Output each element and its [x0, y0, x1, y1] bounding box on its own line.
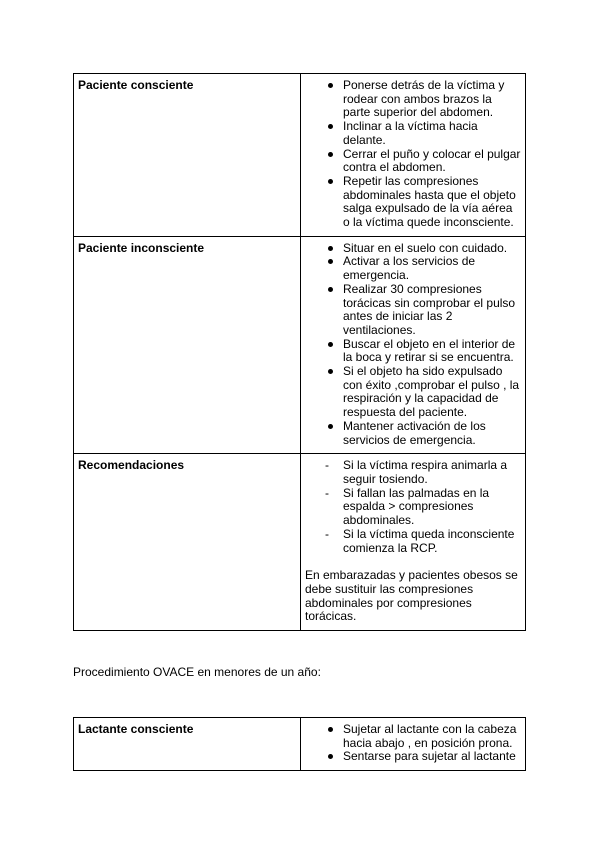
ovace-infant-table: [73, 717, 526, 771]
list-item: Situar en el suelo con cuidado.: [343, 242, 521, 256]
list-item: Realizar 30 compresiones torácicas sin comprobar el pulso antes de iniciar las 2 ventilaciones.: [343, 283, 521, 338]
ovace-adult-table: [73, 73, 526, 631]
row-label-paciente-consciente: Paciente consciente: [74, 74, 301, 237]
row-content: [301, 236, 526, 454]
table-row: [74, 74, 526, 237]
row-label-paciente-inconsciente: Paciente inconsciente: [74, 236, 301, 454]
list-item: Ponerse detrás de la víctima y rodear con ambos brazos la parte superior del abdomen.: [343, 79, 521, 120]
recommendation-note: En embarazadas y pacientes obesos se debe sustituir las compresiones abdominales por compresiones torácicas.: [305, 568, 518, 624]
section-intro: Procedimiento OVACE en menores de un año:: [73, 665, 321, 679]
bullet-list: [305, 723, 521, 764]
table-row: [74, 718, 526, 771]
row-label-recomendaciones: Recomendaciones: [74, 454, 301, 631]
list-item: - Si fallan las palmadas en la espalda > compresiones abdominales.: [343, 487, 521, 528]
table-row: [74, 236, 526, 454]
list-item: Inclinar a la víctima hacia delante.: [343, 120, 521, 147]
bullet-list: [305, 242, 521, 448]
list-item: Repetir las compresiones abdominales hasta que el objeto salga expulsado de la vía aérea o la víctima quede inconsciente.: [343, 175, 521, 230]
bullet-list: [305, 79, 521, 230]
row-content: [301, 454, 526, 631]
list-item: Mantener activación de los servicios de emergencia.: [343, 420, 521, 447]
table-row: [74, 454, 526, 631]
row-content: [301, 718, 526, 771]
list-item: - Si la víctima respira animarla a seguir tosiendo.: [343, 459, 521, 486]
dash-list: [305, 459, 521, 555]
list-item: Sentarse para sujetar al lactante: [343, 750, 521, 764]
row-label-lactante-consciente: Lactante consciente: [74, 718, 301, 771]
list-item: Cerrar el puño y colocar el pulgar contra el abdomen.: [343, 146, 521, 175]
list-item: Sujetar al lactante con la cabeza hacia abajo , en posición prona.: [343, 723, 521, 750]
row-content: [301, 74, 526, 237]
list-item: - Si la víctima queda inconsciente comienza la RCP.: [343, 528, 521, 555]
list-item: Activar a los servicios de emergencia.: [343, 255, 521, 282]
list-item: Buscar el objeto en el interior de la boca y retirar si se encuentra.: [343, 338, 521, 365]
list-item: Si el objeto ha sido expulsado con éxito ,comprobar el pulso , la respiración y la capacidad de respuesta del paciente.: [343, 364, 520, 420]
